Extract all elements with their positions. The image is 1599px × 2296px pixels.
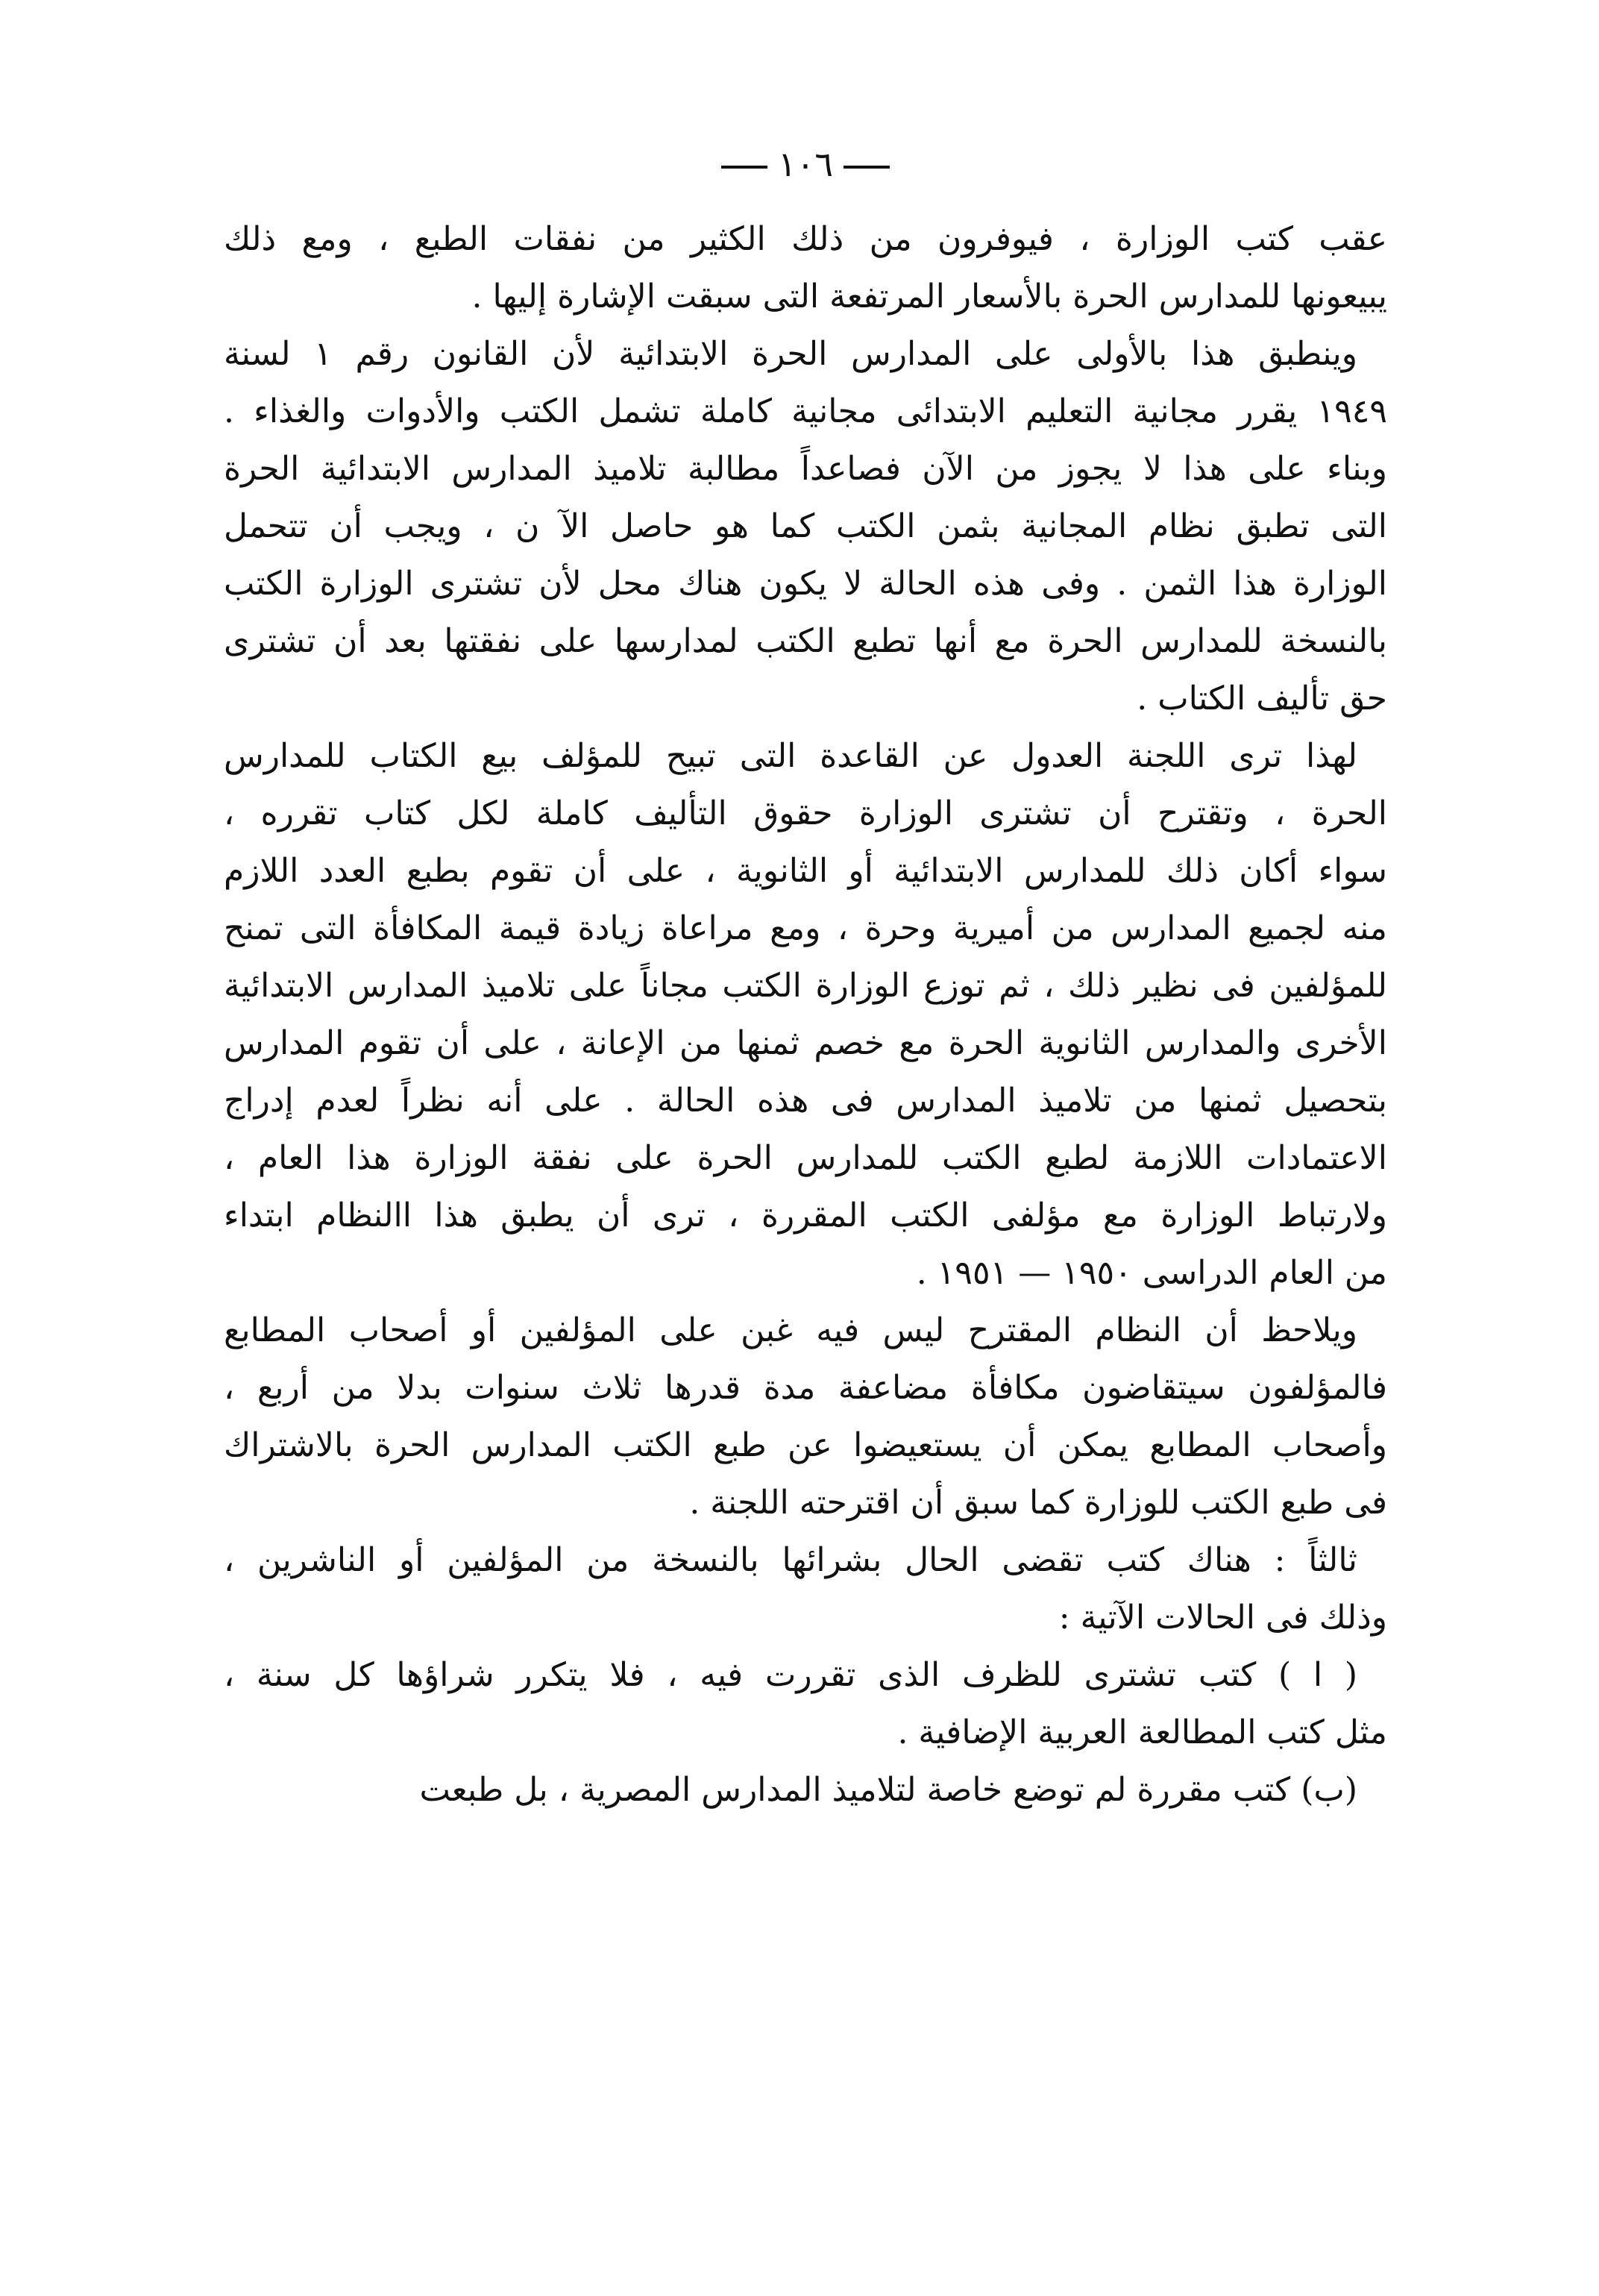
text-line: ويلاحظ أن النظام المقترح ليس فيه غبن على المؤلفين أو أصحاب المطابع [224, 1311, 1357, 1349]
text-line: بتحصيل ثمنها من تلاميذ المدارس فى هذه الحالة . على أنه نظراً لعدم إدراج [224, 1082, 1387, 1120]
text-line: الأخرى والمدارس الثانوية الحرة مع خصم ثمنها من الإعانة ، على أن تقوم المدارس [224, 1024, 1387, 1062]
paragraph [224, 1531, 1387, 1646]
text-line: وذلك فى الحالات الآتية : [1058, 1599, 1387, 1637]
text-line: التى تطبق نظام المجانية بثمن الكتب كما هو حاصل الآ ن ، ويجب أن تتحمل [224, 507, 1387, 545]
paragraph [224, 727, 1387, 1302]
text-line: يبيعونها للمدارس الحرة بالأسعار المرتفعة التى سبقت الإشارة إليها . [471, 277, 1387, 316]
text-line: بالنسخة للمدارس الحرة مع أنها تطبع الكتب لمدارسها على نفقتها بعد أن تشترى [224, 622, 1387, 660]
text-line: ( ا ) كتب تشترى للظرف الذى تقررت فيه ، فلا يتكرر شراؤها كل سنة ، [224, 1656, 1357, 1694]
text-line: ولارتباط الوزارة مع مؤلفى الكتب المقررة ، ترى أن يطبق هذا االنظام ابتداء [224, 1196, 1387, 1235]
page-number [224, 142, 1387, 186]
text-line: الحرة ، وتقترح أن تشترى الوزارة حقوق التأليف كاملة لكل كتاب تقرره ، [224, 794, 1387, 832]
text-line: لهذا ترى اللجنة العدول عن القاعدة التى تبيح للمؤلف بيع الكتاب للمدارس [224, 737, 1357, 775]
text-line: منه لجميع المدارس من أميرية وحرة ، ومع مراعاة زيادة قيمة المكافأة التى تمنح [224, 909, 1387, 947]
text-line: فى طبع الكتب للوزارة كما سبق أن اقترحته اللجنة . [689, 1484, 1387, 1522]
text-line: من العام الدراسى ١٩٥٠ — ١٩٥١ . [916, 1254, 1387, 1292]
text-line: فالمؤلفون سيتقاضون مكافأة مضاعفة مدة قدرها ثلاث سنوات بدلا من أربع ، [224, 1369, 1387, 1407]
text-line: مثل كتب المطالعة العربية الإضافية . [897, 1713, 1387, 1751]
text-line: وأصحاب المطابع يمكن أن يستعيضوا عن طبع الكتب المدارس الحرة بالاشتراك [224, 1426, 1387, 1464]
text-line: ثالثاً : هناك كتب تقضى الحال بشرائها بالنسخة من المؤلفين أو الناشرين ، [224, 1541, 1357, 1579]
text-line: وبناء على هذا لا يجوز من الآن فصاعداً مطالبة تلاميذ المدارس الابتدائية الحرة [224, 450, 1387, 488]
page-number-dash-left [721, 166, 767, 169]
text-line: عقب كتب الوزارة ، فيوفرون من ذلك الكثير من نفقات الطبع ، ومع ذلك [224, 220, 1387, 258]
paragraph [224, 1302, 1387, 1531]
paragraph [224, 325, 1387, 727]
text-line: سواء أكان ذلك للمدارس الابتدائية أو الثانوية ، على أن تقوم بطبع العدد اللازم [224, 852, 1387, 890]
text-line: الوزارة هذا الثمن . وفى هذه الحالة لا يكون هناك محل لأن تشترى الوزارة الكتب [224, 565, 1387, 603]
document-page [224, 142, 1387, 2245]
body-text [224, 210, 1387, 1819]
text-line: وينطبق هذا بالأولى على المدارس الحرة الابتدائية لأن القانون رقم ١ لسنة [224, 335, 1357, 373]
text-line: ١٩٤٩ يقرر مجانية التعليم الابتدائى مجانية كاملة تشمل الكتب والأدوات والغذاء . [224, 392, 1387, 430]
paragraph [224, 1646, 1387, 1761]
page-number-text: ١٠٦ [777, 144, 834, 184]
text-line: الاعتمادات اللازمة لطبع الكتب للمدارس الحرة على نفقة الوزارة هذا العام ، [224, 1139, 1387, 1177]
text-line: حق تأليف الكتاب . [1137, 680, 1387, 718]
paragraph [224, 1761, 1387, 1819]
paragraph [224, 210, 1387, 325]
text-line: (ب) كتب مقررة لم توضع خاصة لتلاميذ المدارس المصرية ، بل طبعت [419, 1771, 1357, 1809]
text-line: للمؤلفين فى نظير ذلك ، ثم توزع الوزارة الكتب مجاناً على تلاميذ المدارس الابتدائية [224, 967, 1387, 1005]
page-number-dash-right [844, 166, 890, 169]
